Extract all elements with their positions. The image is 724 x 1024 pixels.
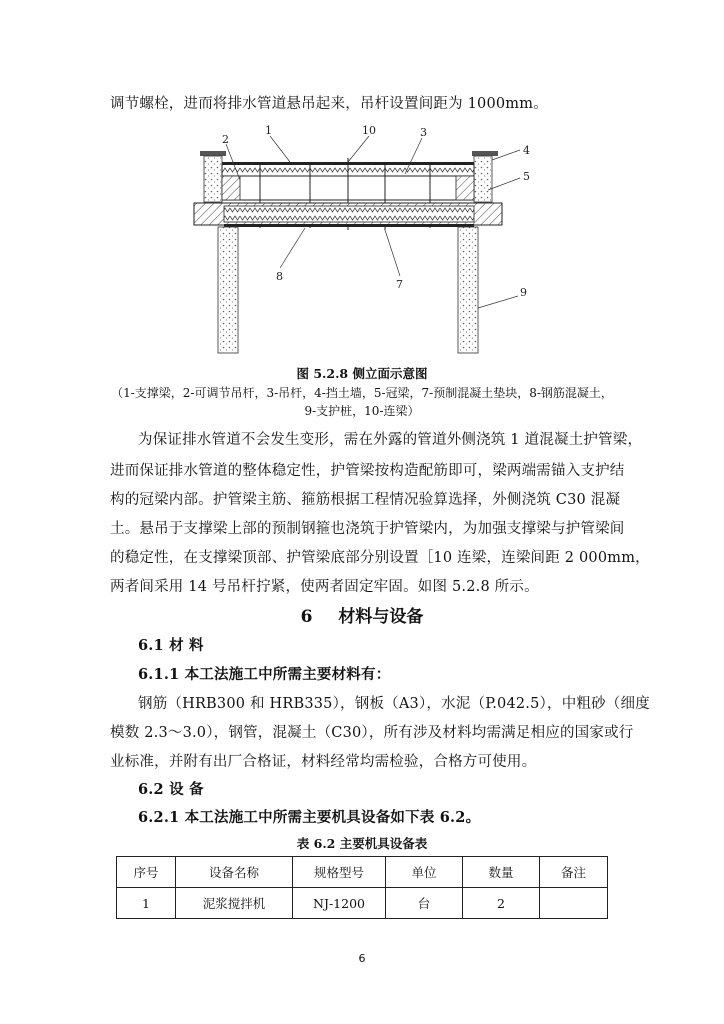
table-row bbox=[117, 888, 608, 919]
subsection-heading: 6.2 设 备 bbox=[138, 781, 204, 798]
side-elevation-figure bbox=[180, 118, 550, 363]
section-number: 6 bbox=[300, 607, 313, 627]
paragraph-line: 土。悬吊于支撑梁上部的预制钢箍也浇筑于护管梁内，为加强支撑梁与护管梁间 bbox=[110, 521, 625, 537]
support-pile-left bbox=[218, 227, 238, 353]
fig-label-2: 2 bbox=[222, 133, 229, 146]
paragraph-line: 的稳定性，在支撑梁顶部、护管梁底部分别设置［10 连梁，连梁间距 2 000mm， bbox=[110, 550, 650, 566]
section-title: 材料与设备 bbox=[338, 607, 424, 627]
table-cell: 泥浆搅拌机 bbox=[176, 888, 293, 919]
table-cell: 2 bbox=[463, 888, 540, 919]
table-header-row bbox=[117, 857, 608, 888]
fig-label-10: 10 bbox=[362, 124, 376, 137]
table-cell: NJ-1200 bbox=[293, 888, 386, 919]
subsection-heading: 6.1 材 料 bbox=[138, 637, 204, 654]
figure-legend-line-2: 9-支护桩，10-连梁） bbox=[304, 404, 420, 418]
table-header-cell: 设备名称 bbox=[176, 857, 293, 888]
support-beam bbox=[194, 203, 502, 227]
subsection-heading: 6.2.1 本工法施工中所需主要机具设备如下表 6.2。 bbox=[138, 809, 481, 826]
paragraph-line: 模数 2.3～3.0），钢管，混凝土（C30），所有涉及材料均需满足相应的国家或行 bbox=[110, 725, 634, 741]
figure-legend-line-1: （1-支撑梁，2-可调节吊杆，3-吊杆，4-挡土墙，5-冠梁，7-预制混凝土垫块，8-钢筋混凝土， bbox=[111, 386, 613, 400]
paragraph-line: 进而保证排水管道的整体稳定性，护管梁按构造配筋即可，梁两端需锚入支护结 bbox=[110, 463, 625, 479]
paragraph-line: 构的冠梁内部。护管梁主筋、箍筋根据工程情况验算选择，外侧浇筑 C30 混凝 bbox=[110, 492, 621, 508]
fig-label-5: 5 bbox=[523, 170, 530, 183]
table-header-cell: 规格型号 bbox=[293, 857, 386, 888]
page-number: 6 bbox=[358, 952, 366, 965]
fig-label-8: 8 bbox=[276, 270, 283, 283]
subsection-heading: 6.1.1 本工法施工中所需主要材料有： bbox=[138, 666, 391, 683]
paragraph-line: 为保证排水管道不会发生变形，需在外露的管道外侧浇筑 1 道混凝土护管梁， bbox=[138, 432, 643, 448]
fig-label-7: 7 bbox=[396, 278, 403, 291]
table-caption: 表 6.2 主要机具设备表 bbox=[296, 836, 428, 851]
fig-label-3: 3 bbox=[420, 126, 427, 139]
table-cell bbox=[540, 888, 608, 919]
fig-label-1: 1 bbox=[265, 124, 272, 137]
figure-caption: 图 5.2.8 侧立面示意图 bbox=[296, 366, 428, 381]
fig-label-4: 4 bbox=[523, 144, 530, 157]
equipment-table bbox=[116, 856, 608, 919]
table-header-cell: 单位 bbox=[386, 857, 463, 888]
table-cell: 台 bbox=[386, 888, 463, 919]
table-header-cell: 数量 bbox=[463, 857, 540, 888]
table-header-cell: 备注 bbox=[540, 857, 608, 888]
table-cell: 1 bbox=[117, 888, 176, 919]
table-header-cell: 序号 bbox=[117, 857, 176, 888]
paragraph-line: 业标准，并附有出厂合格证，材料经常均需检验，合格方可使用。 bbox=[110, 754, 537, 770]
paragraph-line: 钢筋（HRB300 和 HRB335），钢板（A3），水泥（P.042.5），中粗砂（细度 bbox=[138, 696, 650, 712]
retaining-wall-right bbox=[472, 151, 498, 202]
support-pile-right bbox=[458, 227, 478, 353]
paragraph-intro: 调节螺栓，进而将排水管道悬吊起来，吊杆设置间距为 1000mm。 bbox=[110, 96, 548, 112]
section-heading bbox=[0, 602, 724, 627]
paragraph-line: 两者间采用 14 号吊杆拧紧，使两者固定牢固。如图 5.2.8 所示。 bbox=[110, 579, 539, 595]
fig-label-9: 9 bbox=[520, 286, 527, 299]
